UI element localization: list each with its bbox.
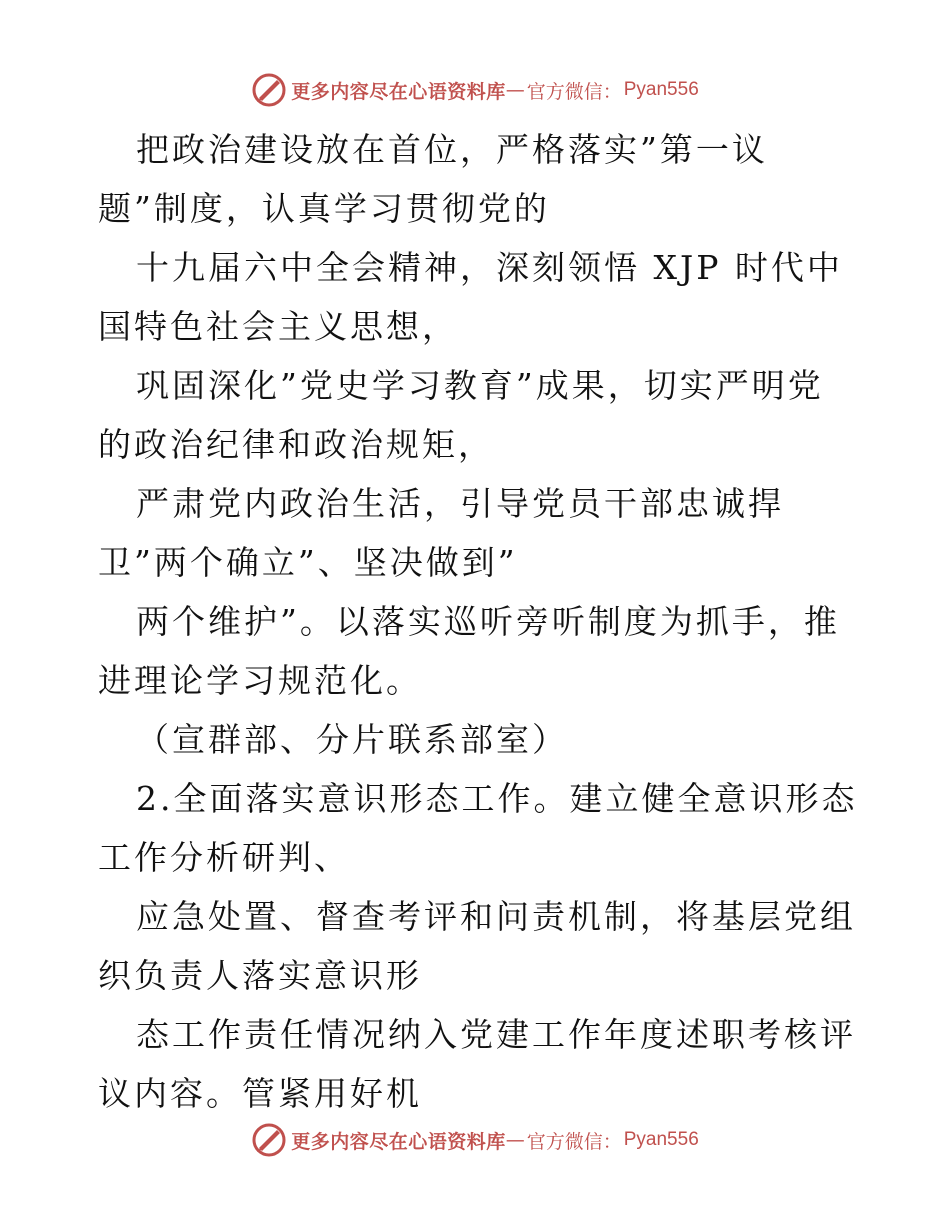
banner-wechat-label: 官方微信： (526, 80, 622, 103)
banner-wechat-handle: Pyan556 (623, 1129, 699, 1150)
footer-banner (0, 1120, 950, 1160)
paragraph: 十九届六中全会精神，深刻领悟 XJP 时代中国特色社会主义思想， (98, 248, 843, 346)
paragraph: 2.全面落实意识形态工作。建立健全意识形态工作分析研判、 (98, 779, 858, 877)
banner-brand-text: 更多内容尽在心语资料库 (291, 1130, 506, 1153)
paragraph: 把政治建设放在首位，严格落实”第一议题”制度，认真学习贯彻党的 (98, 130, 768, 228)
banner-brand-text: 更多内容尽在心语资料库 (291, 80, 506, 103)
header-banner (0, 70, 950, 110)
quill-logo-icon (251, 1122, 287, 1158)
banner-wechat-handle: Pyan556 (623, 79, 699, 100)
banner-separator: — (505, 79, 525, 101)
banner-separator: — (505, 1129, 525, 1151)
paragraph: （宣群部、分片联系部室） (136, 720, 568, 759)
paragraph: 两个维护”。以落实巡听旁听制度为抓手，推进理论学习规范化。 (98, 602, 840, 700)
banner-wechat-label: 官方微信： (526, 1130, 622, 1153)
paragraph: 严肃党内政治生活，引导党员干部忠诚捍卫”两个确立”、坚决做到” (98, 484, 784, 582)
quill-logo-icon (251, 72, 287, 108)
paragraph: 态工作责任情况纳入党建工作年度述职考核评议内容。管紧用好机 (98, 1015, 856, 1113)
document-body (98, 120, 858, 1123)
paragraph: 应急处置、督查考评和问责机制，将基层党组织负责人落实意识形 (98, 897, 856, 995)
paragraph: 巩固深化”党史学习教育”成果，切实严明党的政治纪律和政治规矩， (98, 366, 824, 464)
